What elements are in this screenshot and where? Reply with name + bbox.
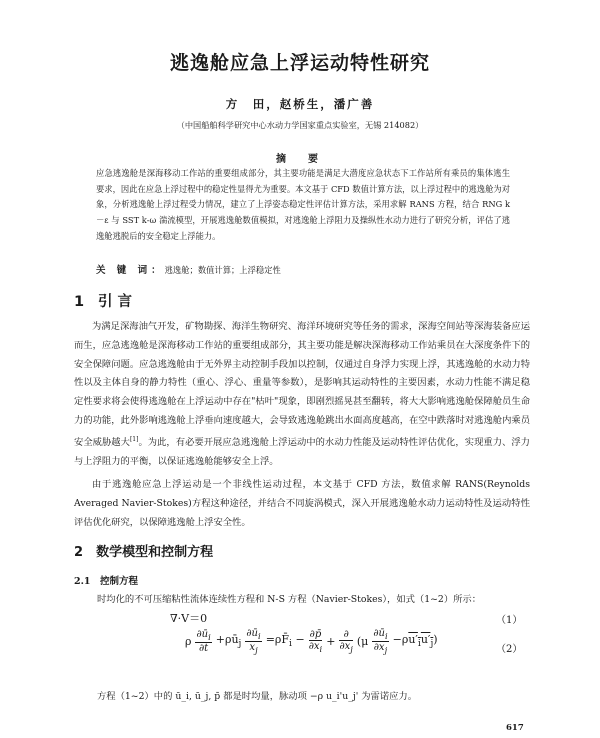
page-number: 617 xyxy=(506,723,524,733)
subsection-heading xyxy=(74,573,138,587)
subsection-number: 2.1 xyxy=(74,576,91,587)
intro-paragraph-1 xyxy=(74,318,530,471)
equation-1-number: （1） xyxy=(496,615,523,626)
equation-2: ρ $\frac{\partial ū_i}{\partial t}$ $+\rho ū_j$ $\frac{\partial ū_i}{x_j}$ $=\rho F̄_i$ − $\frac{\partial p̄}{\partial x_i}$ + $\frac{\partial}{\partial x_j}$ (μ $\frac{\partial ū_i}{\partial x_j}$ $-\rho u'_iu'_j$) xyxy=(185,628,438,655)
section-2-heading xyxy=(74,541,213,560)
subsection-title: 控制方程 xyxy=(100,576,139,587)
equation-note: 方程（1~2）中的 ū_i, ū_j, p̄ 都是时均量，脉动项 −ρ u_i'u_j' 为雷诺应力。 xyxy=(97,691,418,702)
equation-2-number: （2） xyxy=(496,644,523,655)
keywords-label: 关 键 词： xyxy=(96,265,165,276)
intro-paragraph-2: 由于逃逸舱应急上浮运动是一个非线性运动过程，本文基于 CFD 方法，数值求解 RANS(Reynolds Averaged Navier-Stokes)方程这种途径，并结合不同旋涡模式，深入开展逃逸舱水动力运动特性及运动特性评估优化研究，以保障逃逸舱上浮安全性。 xyxy=(74,479,530,528)
equation-intro: 时均化的不可压缩粘性流体连续性方程和 N-S 方程（Navier-Stokes），如式（1~2）所示： xyxy=(97,594,482,605)
intro-p1-text: 为满足深海油气开发，矿物勘探、海洋生物研究、海洋环境研究等任务的需求，深海空间站等深海装备应运而生，应急逃逸舱是深海移动工作站的重要组成部分，其主要功能是解决深海移动工作站乘员在大深度条件下的安全保障问题。应急逃逸舱由于无外界主动控制手段加以控制，仅通过自身浮力实现上浮，其逃逸舱的水动力特性以及主体自身的静力特性（重心、浮心、重量等参数），是影响其运动特性的主要因素，水动力性能不满足稳定性要求将会使得逃逸舱在上浮运动中存在"枯叶"现象，即剧烈摇晃甚至翻转，将大大影响逃逸舱保障舱员生命力的功能，此外影响逃逸舱上浮垂向速度越大，会导致逃逸舱跳出水面高度越高，在空中跌落时对逃逸舱内乘员安全威胁越大 xyxy=(74,321,530,448)
keywords-line xyxy=(96,262,516,276)
paper-title: 逃逸舱应急上浮运动特性研究 xyxy=(169,52,430,74)
affiliation: （中国船舶科学研究中心水动力学国家重点实验室，无锡 214082） xyxy=(176,120,424,130)
abstract-text: 应急逃逸舱是深海移动工作站的重要组成部分，其主要功能是满足大潜度应急状态下工作站所有乘员的集体逃生要求，因此在应急上浮过程中的稳定性显得尤为重要。本文基于 CFD 数值计算方法，以上浮过程中的逃逸舱为对象，分析逃逸舱上浮过程受力情况，建立了上浮姿态稳定性评估计算方法，采用求解 RANS 方程，结合 RNG k－ε 与 SST k-ω 湍流模型，开展逃逸舱数值模拟，对逃逸舱上浮阻力及操纵性水动力进行了研究分析，评估了逃逸舱逃脱后的安全稳定上浮能力。 xyxy=(96,168,510,241)
abstract-heading: 摘 要 xyxy=(276,154,324,165)
equation-1: ∇·V＝0 xyxy=(170,612,208,625)
section-1-number: 1 xyxy=(74,294,85,310)
section-2-title: 数学模型和控制方程 xyxy=(96,545,214,560)
section-1-heading xyxy=(74,290,132,311)
section-2-number: 2 xyxy=(74,545,84,560)
authors: 方 田，赵桥生，潘广善 xyxy=(225,97,375,111)
section-1-title: 引 言 xyxy=(98,294,133,310)
citation-ref: [1] xyxy=(129,435,139,443)
intro-p1-tail: 。为此，有必要开展应急逃逸舱上浮运动中的水动力性能及运动特性评估优化，实现重力、浮力与上浮阻力的平衡，以保证逃逸舱能够安全上浮。 xyxy=(74,436,530,467)
keywords: 逃逸舱；数值计算；上浮稳定性 xyxy=(164,265,281,275)
